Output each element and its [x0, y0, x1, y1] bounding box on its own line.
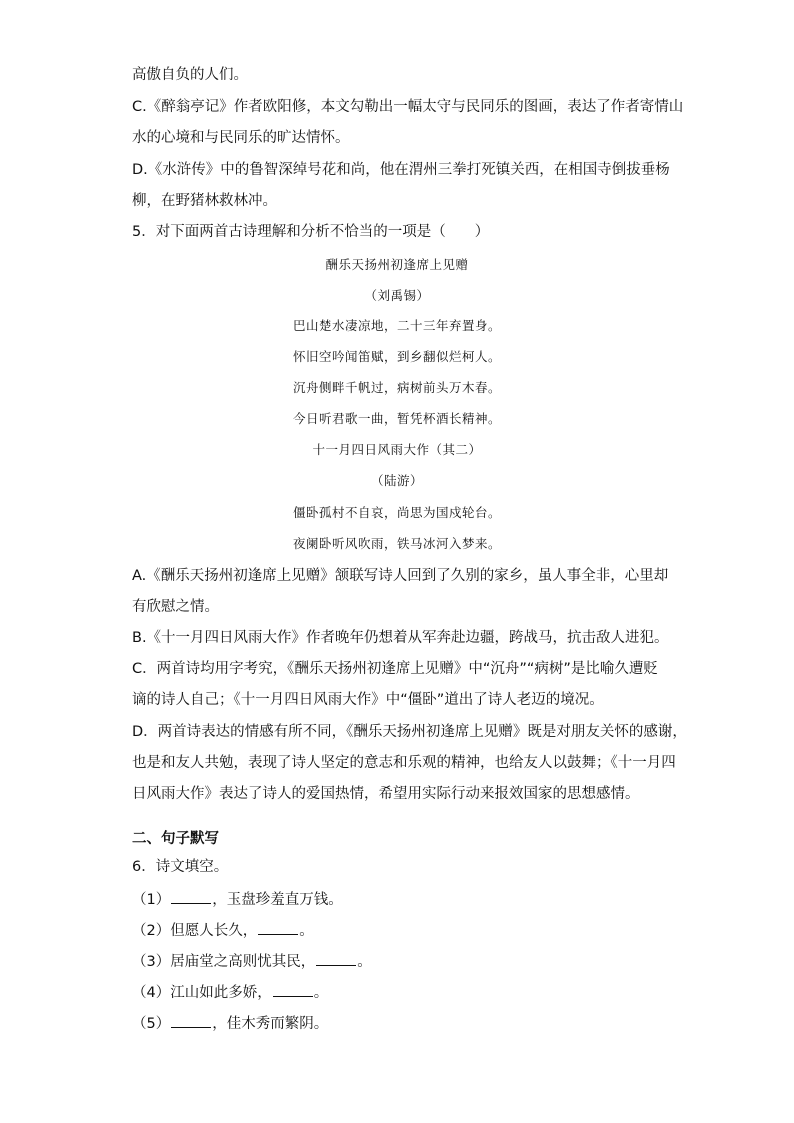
q5-option-a-line1: A.《酬乐天扬州初逢席上见赠》颔联写诗人回到了久别的家乡，虽人事全非，心里却	[132, 568, 669, 584]
fill-item: （2）但愿人长久， 。	[132, 920, 314, 941]
fill-item: （4）江山如此多娇， 。	[132, 982, 328, 1003]
q6-stem: 6．诗文填空。	[132, 859, 229, 875]
q5-option-d-line2: 也是和友人共勉，表现了诗人坚定的意志和乐观的精神，也给友人以鼓舞；《十一月四	[132, 755, 676, 771]
poem2-line: 僵卧孤村不自哀，尚思为国戍轮台。	[292, 505, 501, 520]
q5-option-a-line2: 有欣慰之情。	[132, 599, 219, 615]
fill-item: （5） ，佳木秀而繁阴。	[132, 1013, 328, 1034]
poem2-title: 十一月四日风雨大作（其二）	[312, 442, 482, 457]
section-heading: 二、句子默写	[132, 831, 219, 847]
fill-item: （3）居庙堂之高则忧其民， 。	[132, 951, 372, 972]
q5-option-d-line3: 日风雨大作》表达了诗人的爱国热情，希望用实际行动来报效国家的思想感情。	[132, 786, 640, 802]
fill-item-number: （5）	[132, 1016, 171, 1032]
fill-item-number: （2）	[132, 923, 171, 939]
answer-blank[interactable]	[258, 920, 298, 935]
q5-stem: 5．对下面两首古诗理解和分析不恰当的一项是（ ）	[132, 224, 490, 240]
fill-item-number: （4）	[132, 985, 171, 1001]
poem1-author: （刘禹锡）	[364, 288, 430, 303]
answer-blank[interactable]	[273, 982, 313, 997]
poem1-line: 今日听君歌一曲，暂凭杯酒长精神。	[292, 411, 501, 426]
poem2-author: （陆游）	[370, 473, 423, 488]
q5-option-d-line1: D．两首诗表达的情感有所不同，《酬乐天扬州初逢席上见赠》既是对朋友关怀的感谢，	[132, 724, 687, 740]
q4-option-c-line1: C.《醉翁亭记》作者欧阳修，本文勾勒出一幅太守与民同乐的图画，表达了作者寄情山	[132, 99, 684, 115]
answer-blank[interactable]	[171, 1013, 211, 1028]
poem1-line: 沉舟侧畔千帆过，病树前头万木春。	[292, 380, 501, 395]
q4-option-c-line2: 水的心境和与民同乐的旷达情怀。	[132, 130, 350, 146]
q4-option-d-line2: 柳，在野猪林救林冲。	[132, 193, 277, 209]
poem1-line: 巴山楚水凄凉地，二十三年弃置身。	[292, 318, 501, 333]
answer-blank[interactable]	[171, 889, 211, 904]
q5-option-c-line1: C．两首诗均用字考究，《酬乐天扬州初逢席上见赠》中“沉舟”“病树”是比喻久遭贬	[132, 661, 658, 677]
q4-option-b-tail: 高傲自负的人们。	[132, 67, 248, 83]
poem1-line: 怀旧空吟闻笛赋，到乡翻似烂柯人。	[292, 349, 501, 364]
fill-item-number: （3）	[132, 954, 171, 970]
poem1-title: 酬乐天扬州初逢席上见赠	[325, 257, 469, 272]
poem2-line: 夜阑卧听风吹雨，铁马冰河入梦来。	[292, 536, 501, 551]
fill-item-number: （1）	[132, 892, 171, 908]
q4-option-d-line1: D.《水浒传》中的鲁智深绰号花和尚，他在渭州三拳打死镇关西，在相国寺倒拔垂杨	[132, 162, 670, 178]
q5-option-b: B.《十一月四日风雨大作》作者晚年仍想着从军奔赴边疆，跨战马，抗击敌人进犯。	[132, 630, 669, 646]
q5-option-c-line2: 谪的诗人自己；《十一月四日风雨大作》中“僵卧”道出了诗人老迈的境况。	[132, 692, 604, 708]
answer-blank[interactable]	[316, 951, 356, 966]
fill-item: （1） ，玉盘珍羞直万钱。	[132, 889, 343, 910]
